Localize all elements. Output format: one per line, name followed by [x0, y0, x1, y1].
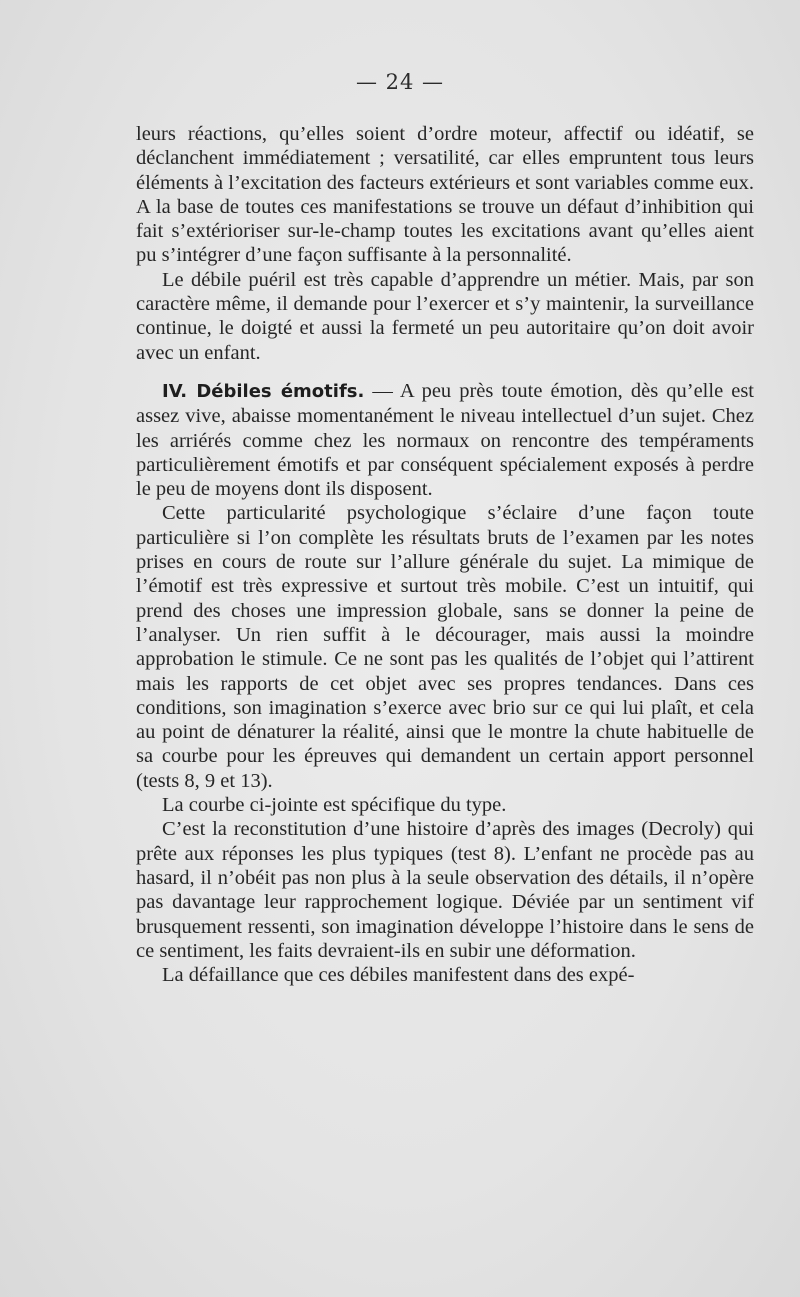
- paragraph-3-body: — A peu près toute émotion, dès qu’elle est assez vive, abaisse momentanément le niveau intellectuel d’un sujet. Chez les arriérés comme chez les normaux on rencontre des tempéraments particulièrement émotifs et par conséquent spécialement exposés à perdre le peu de moyens dont ils disposent.: [136, 379, 755, 501]
- paragraph-7: La défaillance que ces débiles manifestent dans des expé-: [162, 964, 635, 987]
- paragraph-4: Cette particularité psychologique s’éclaire d’une façon toute particulière si l’on complète les résultats bruts de l’examen par les notes prises en cours de route sur l’allure générale du sujet. La mimique de l’émotif est très expressive et surtout très mobile. C’est un intuitif, qui prend des choses une impression globale, sans se donner la peine de l’analyser. Un rien suffit à le décourager, mais aussi la moindre approbation le stimule. Ce ne sont pas les qualités de l’objet qui l’attirent mais les rapports de cet objet avec ses propres tendances. Dans ces conditions, son imagination s’exerce avec brio sur ce qui lui plaît, et cela au point de dénaturer la réalité, ainsi que le montre la chute habituelle de sa courbe pour les épreuves qui demandent un certain apport personnel (tests 8, 9 et 13).: [136, 502, 754, 792]
- paragraph-3: [136, 379, 754, 501]
- paragraph-5: La courbe ci-jointe est spécifique du type.: [162, 794, 507, 817]
- page-number: — 24 —: [355, 70, 445, 94]
- section-heading: IV. Débiles émotifs.: [162, 380, 365, 402]
- paragraph-6: C’est la reconstitution d’une histoire d’après des images (Decroly) qui prête aux réponses les plus typiques (test 8). L’enfant ne procède pas au hasard, il n’obéit pas non plus à la seule observation des détails, il n’opère pas davantage leur rapprochement logique. Déviée par un sentiment vif brusquement ressenti, son imagination développe l’histoire dans le sens de ce sentiment, les faits devraient-ils en subir une déformation.: [136, 818, 754, 962]
- paragraph-2: Le débile puéril est très capable d’apprendre un métier. Mais, par son caractère même, il demande pour l’exercer et s’y maintenir, la surveillance continue, le doigté et aussi la fermeté un peu autoritaire qu’on doit avoir avec un enfant.: [136, 268, 754, 364]
- paragraph-1: leurs réactions, qu’elles soient d’ordre moteur, affectif ou idéatif, se déclanchent immédiatement ; versatilité, car elles empruntent tous leurs éléments à l’excitation des facteurs extérieurs et sont variables comme eux. A la base de toutes ces manifestations se trouve un défaut d’inhibition qui fait s’extérioriser sur-le-champ toutes les excitations avant qu’elles aient pu s’intégrer d’une façon suffisante à la personnalité.: [136, 123, 754, 267]
- body-text: [136, 122, 754, 987]
